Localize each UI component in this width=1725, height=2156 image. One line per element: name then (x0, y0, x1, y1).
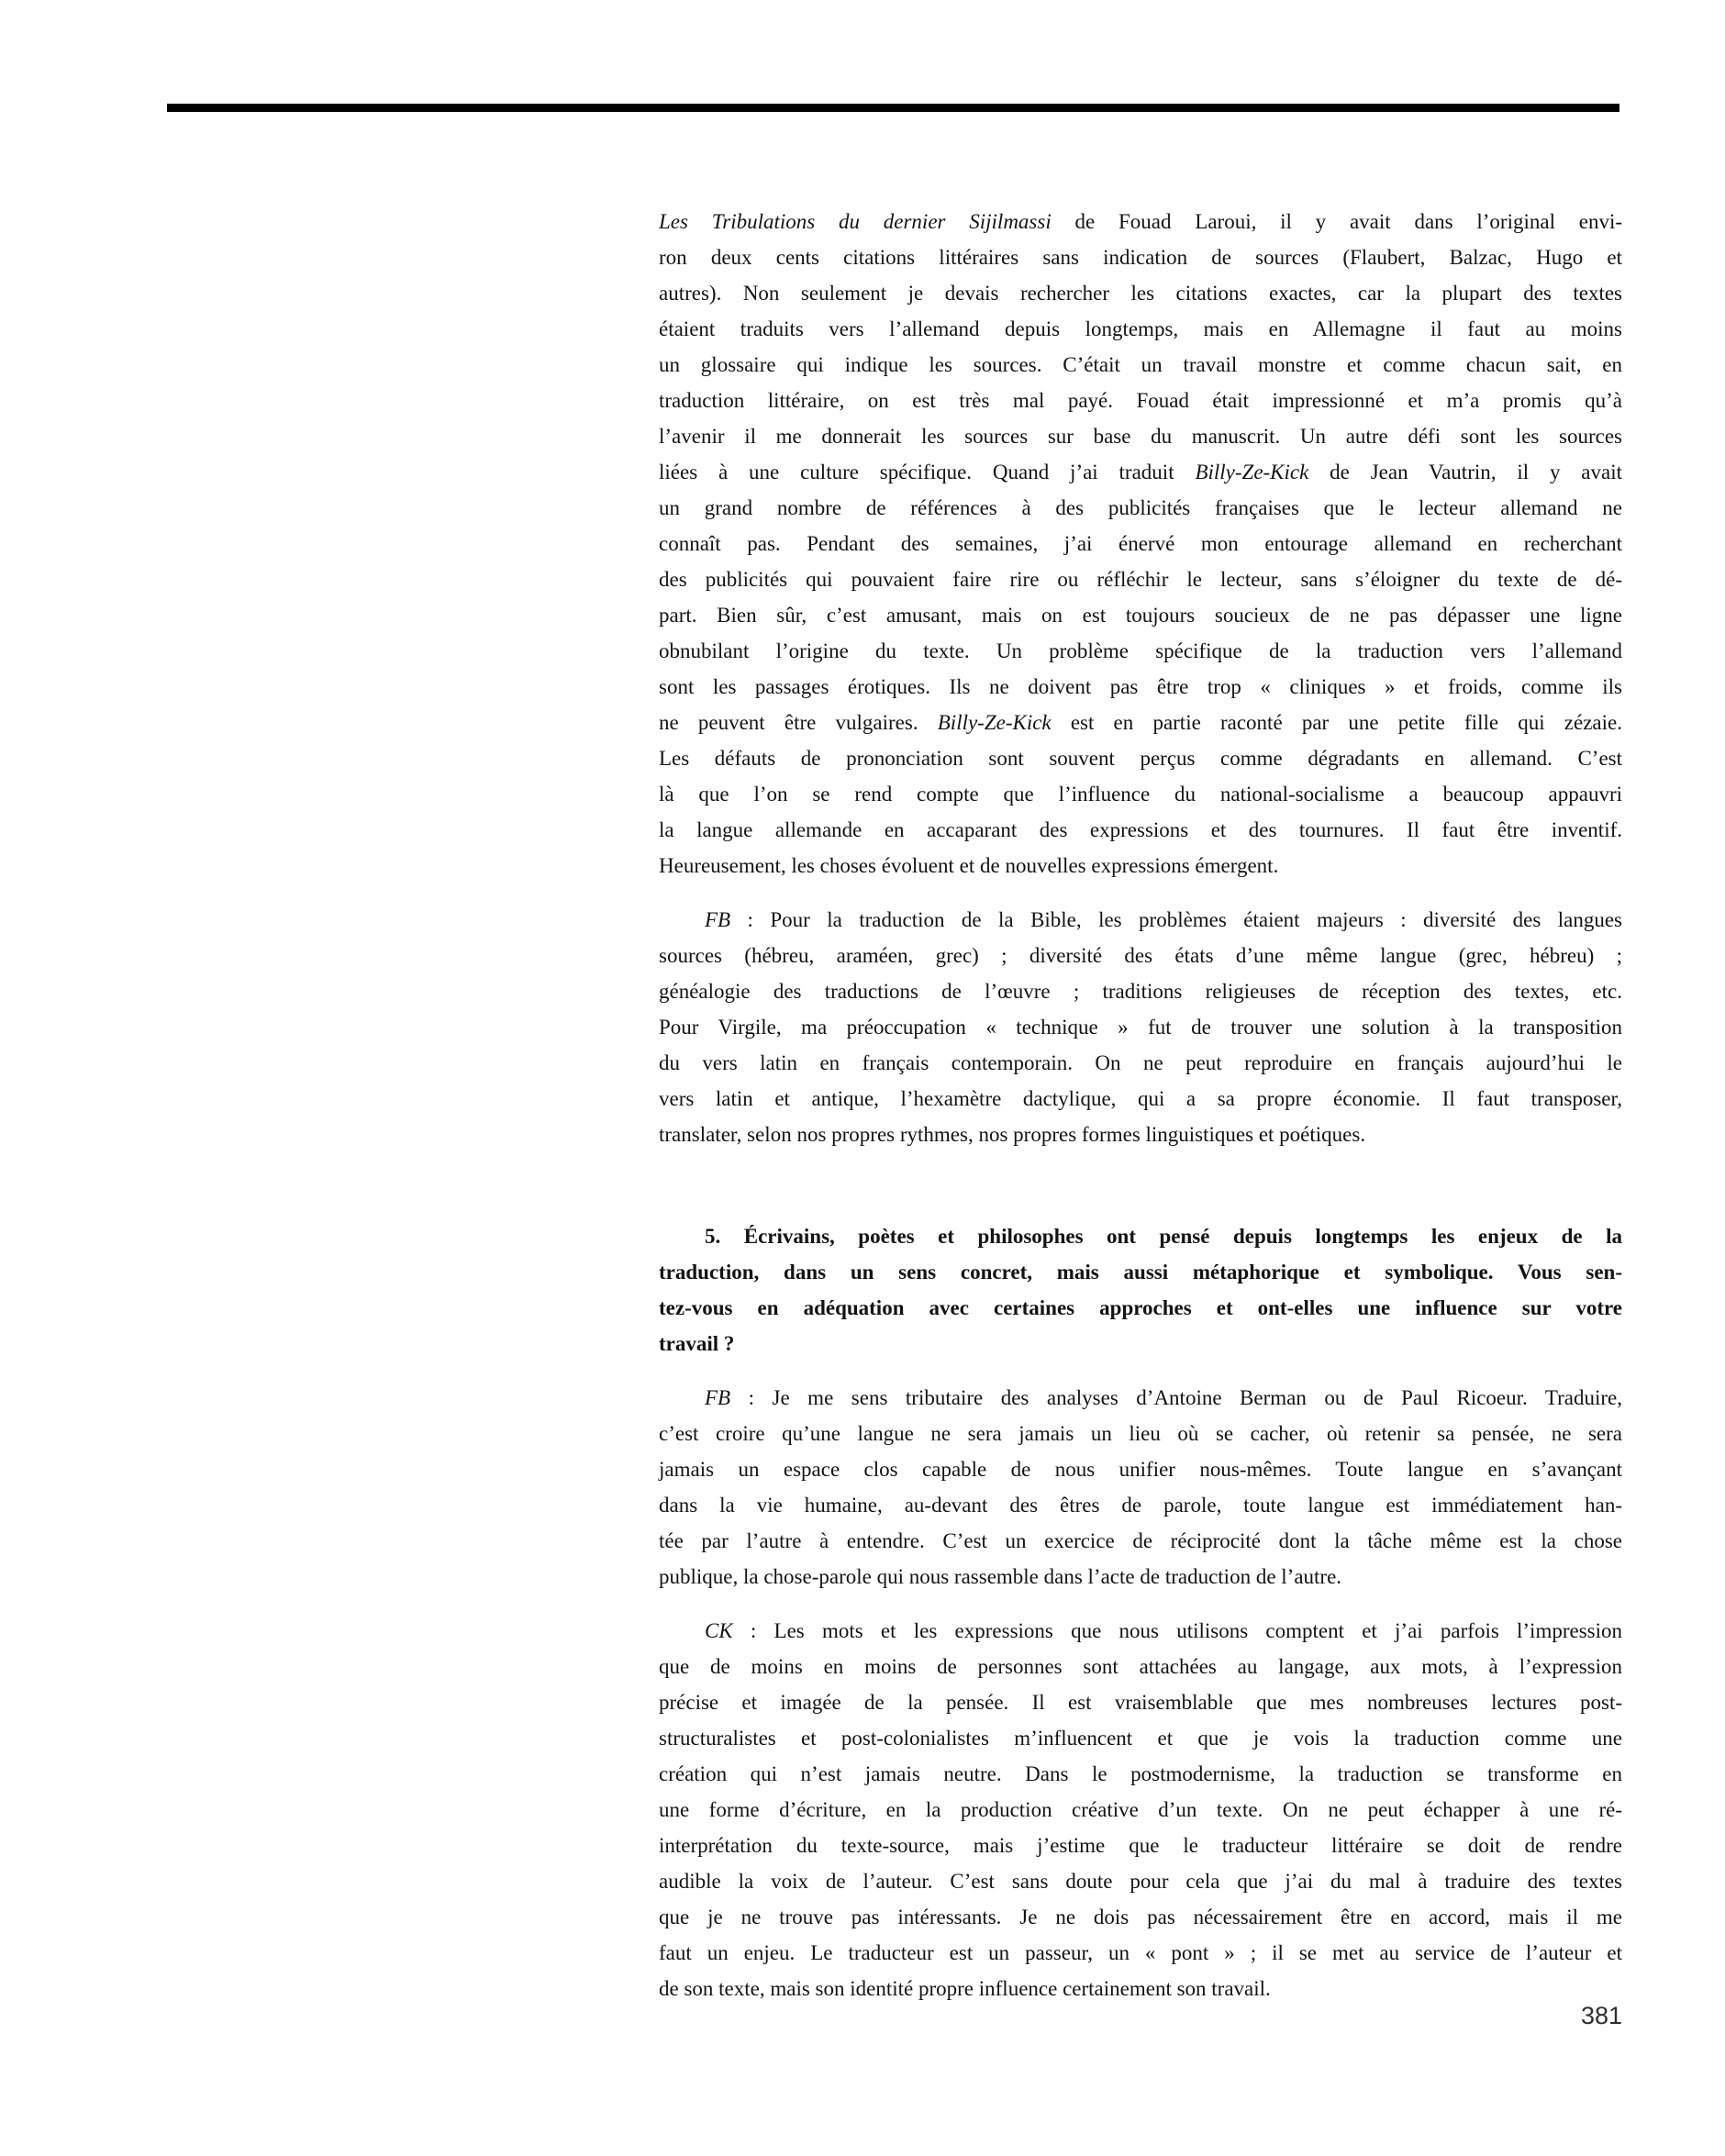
text-segment: jamais un espace clos capable de nous unifier nous-mêmes. Toute langue en s’avançant (659, 1458, 1622, 1481)
text-line (659, 597, 1622, 633)
text-line (659, 1720, 1622, 1756)
text-segment: l’avenir il me donnerait les sources sur base du manuscrit. Un autre défi sont les sources (659, 425, 1622, 448)
text-segment: connaît pas. Pendant des semaines, j’ai énervé mon entourage allemand en recherchant (659, 532, 1622, 555)
text-line (659, 490, 1622, 526)
text-segment: que je ne trouve pas intéressants. Je ne dois pas nécessairement être en accord, mais il me (659, 1906, 1622, 1928)
text-segment: ron deux cents citations littéraires sans indication de sources (Flaubert, Balzac, Hugo et (659, 246, 1622, 269)
page-text (659, 204, 1622, 2006)
text-line (659, 848, 1622, 884)
text-segment: de Jean Vautrin, il y avait (1308, 461, 1622, 483)
answer-paragraph-ck (659, 1613, 1622, 2006)
text-segment: liées à une culture spécifique. Quand j’ai traduit (659, 461, 1196, 483)
text-segment: un grand nombre de références à des publicités françaises que le lecteur allemand ne (659, 496, 1622, 519)
text-line (659, 1117, 1622, 1152)
text-segment: tez-vous en adéquation avec certaines approches et ont-elles une influence sur votre (659, 1296, 1622, 1319)
text-line (659, 973, 1622, 1009)
emphasized-text: Les Tribulations du dernier Sijilmassi (659, 210, 1052, 233)
text-segment: là que l’on se rend compte que l’influence du national-socialisme a beaucoup appauvri (659, 783, 1622, 806)
text-segment: sont les passages érotiques. Ils ne doivent pas être trop « cliniques » et froids, comme ils (659, 675, 1622, 698)
text-segment: tée par l’autre à entendre. C’est un exercice de réciprocité dont la tâche même est la chose (659, 1529, 1622, 1552)
text-line (659, 633, 1622, 669)
text-line (659, 1416, 1622, 1451)
text-segment: de Fouad Laroui, il y avait dans l’original envi- (1051, 210, 1623, 233)
text-segment: c’est croire qu’une langue ne sera jamais un lieu où se cacher, où retenir sa pensée, ne sera (659, 1422, 1622, 1445)
text-segment: Heureusement, les choses évoluent et de nouvelles expressions émergent. (659, 854, 1279, 877)
text-segment: interprétation du texte-source, mais j’estime que le traducteur littéraire se doit de rendre (659, 1834, 1622, 1857)
text-segment: : Les mots et les expressions que nous utilisons comptent et j’ai parfois l’impression (732, 1619, 1622, 1642)
text-segment: Les défauts de prononciation sont souvent perçus comme dégradants en allemand. C’est (659, 747, 1622, 770)
text-line (659, 1254, 1622, 1290)
text-segment: dans la vie humaine, au-devant des êtres de parole, toute langue est immédiatement han- (659, 1494, 1622, 1517)
text-line (659, 1487, 1622, 1523)
text-line (659, 1756, 1622, 1792)
text-line (659, 776, 1622, 812)
emphasized-text: FB (705, 1386, 731, 1409)
text-line (659, 1081, 1622, 1117)
emphasized-text: FB (705, 908, 731, 931)
text-line (659, 1559, 1622, 1595)
answer-paragraph-continuation (659, 204, 1622, 884)
text-line (659, 1899, 1622, 1935)
text-segment: autres). Non seulement je devais rechercher les citations exactes, car la plupart des textes (659, 282, 1622, 305)
text-line (659, 239, 1622, 275)
text-line (659, 1218, 1622, 1254)
text-segment: : Pour la traduction de la Bible, les problèmes étaient majeurs : diversité des langues (730, 908, 1622, 931)
text-segment: sources (hébreu, araméen, grec) ; diversité des états d’une même langue (grec, hébreu) ; (659, 944, 1622, 967)
text-segment: création qui n’est jamais neutre. Dans le postmodernisme, la traduction se transforme en (659, 1762, 1622, 1785)
text-line (659, 383, 1622, 418)
text-segment: traduction littéraire, on est très mal payé. Fouad était impressionné et m’a promis qu’à (659, 389, 1622, 412)
text-segment: de son texte, mais son identité propre influence certainement son travail. (659, 1977, 1271, 2000)
text-segment: un glossaire qui indique les sources. C’était un travail monstre et comme chacun sait, en (659, 353, 1622, 376)
text-segment: travail ? (659, 1332, 735, 1355)
answer-paragraph-fb-berman (659, 1380, 1622, 1595)
text-line (659, 561, 1622, 597)
interview-question-5 (659, 1218, 1622, 1361)
text-segment: généalogie des traductions de l’œuvre ; traditions religieuses de réception des textes, etc. (659, 980, 1622, 1003)
text-line (659, 275, 1622, 311)
text-line (659, 1792, 1622, 1828)
text-line (659, 1863, 1622, 1899)
text-line (659, 347, 1622, 383)
text-segment: traduction, dans un sens concret, mais aussi métaphorique et symbolique. Vous sen- (659, 1261, 1622, 1284)
text-line (659, 1649, 1622, 1684)
text-segment: vers latin et antique, l’hexamètre dactylique, qui a sa propre économie. Il faut transposer, (659, 1087, 1622, 1110)
text-segment: est en partie raconté par une petite fille qui zézaie. (1051, 711, 1622, 734)
text-segment: faut un enjeu. Le traducteur est un passeur, un « pont » ; il se met au service de l’auteur et (659, 1941, 1622, 1964)
text-line (659, 812, 1622, 848)
emphasized-text: Billy-Ze-Kick (1195, 461, 1309, 483)
text-segment: du vers latin en français contemporain. On ne peut reproduire en français aujourd’hui le (659, 1051, 1622, 1074)
text-segment: étaient traduits vers l’allemand depuis longtemps, mais en Allemagne il faut au moins (659, 317, 1622, 340)
text-line (659, 1935, 1622, 1971)
text-line (659, 705, 1622, 740)
text-segment: des publicités qui pouvaient faire rire ou réfléchir le lecteur, sans s’éloigner du texte de dé- (659, 568, 1622, 591)
text-line (659, 204, 1622, 239)
top-rule (167, 104, 1619, 112)
text-line (659, 740, 1622, 776)
text-line (659, 938, 1622, 973)
text-segment: une forme d’écriture, en la production créative d’un texte. On ne peut échapper à une ré- (659, 1798, 1622, 1821)
text-line (659, 1684, 1622, 1720)
emphasized-text: Billy-Ze-Kick (937, 711, 1052, 734)
text-line (659, 1009, 1622, 1045)
text-segment: obnubilant l’origine du texte. Un problème spécifique de la traduction vers l’allemand (659, 639, 1622, 662)
text-segment: précise et imagée de la pensée. Il est vraisemblable que mes nombreuses lectures post- (659, 1691, 1622, 1714)
text-line (659, 1828, 1622, 1863)
text-segment: : Je me sens tributaire des analyses d’Antoine Berman ou de Paul Ricoeur. Traduire, (730, 1386, 1622, 1409)
text-segment: Pour Virgile, ma préoccupation « technique » fut de trouver une solution à la transposition (659, 1016, 1622, 1039)
text-segment: structuralistes et post-colonialistes m’influencent et que je vois la traduction comme une (659, 1727, 1622, 1750)
text-line (659, 526, 1622, 561)
text-line (659, 1380, 1622, 1416)
text-line (659, 1045, 1622, 1081)
text-line (659, 1451, 1622, 1487)
text-line (659, 1290, 1622, 1326)
text-line (659, 454, 1622, 490)
text-segment: la langue allemande en accaparant des expressions et des tournures. Il faut être inventif. (659, 818, 1622, 841)
page-number: 381 (1580, 2002, 1622, 2029)
emphasized-text: CK (705, 1619, 733, 1642)
text-segment: ne peuvent être vulgaires. (659, 711, 938, 734)
text-segment: audible la voix de l’auteur. C’est sans doute pour cela que j’ai du mal à traduire des textes (659, 1870, 1622, 1893)
text-segment: 5. Écrivains, poètes et philosophes ont pensé depuis longtemps les enjeux de la (705, 1225, 1622, 1248)
text-line (659, 1326, 1622, 1361)
text-line (659, 1523, 1622, 1559)
text-line (659, 902, 1622, 938)
text-segment: que de moins en moins de personnes sont attachées au langage, aux mots, à l’expression (659, 1655, 1622, 1678)
text-line (659, 418, 1622, 454)
text-line (659, 669, 1622, 705)
answer-paragraph-fb-bible (659, 902, 1622, 1152)
text-line (659, 311, 1622, 347)
text-segment: publique, la chose-parole qui nous rassemble dans l’acte de traduction de l’autre. (659, 1565, 1342, 1588)
text-line (659, 1613, 1622, 1649)
text-segment: part. Bien sûr, c’est amusant, mais on est toujours soucieux de ne pas dépasser une ligne (659, 604, 1622, 627)
text-segment: translater, selon nos propres rythmes, nos propres formes linguistiques et poétiques. (659, 1123, 1366, 1146)
